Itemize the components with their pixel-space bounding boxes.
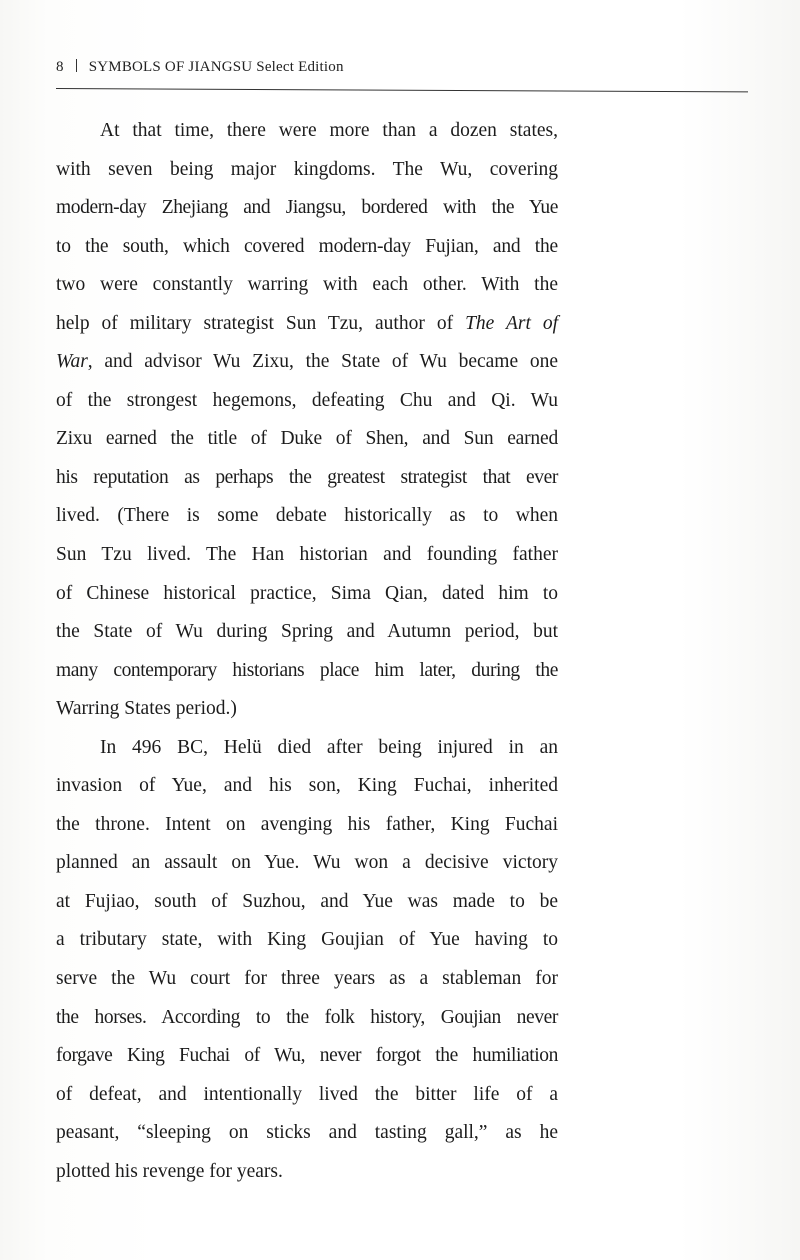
text-line: In 496 BC, Helü died after being injured in an [100,736,558,758]
text-line: planned an assault on Yue. Wu won a decisive victory [56,852,558,874]
body-text [56,112,558,1191]
text-line: a tributary state, with King Goujian of Yue having to [56,929,558,951]
text-line: the horses. According to the folk history, Goujian never [56,1006,558,1028]
text-line: of Chinese historical practice, Sima Qian, dated him to [56,582,558,604]
paragraph-1 [56,112,558,729]
running-title: SYMBOLS OF JIANGSU Select Edition [88,59,344,75]
text-line: plotted his revenge for years. [56,1160,283,1182]
text-line: peasant, “sleeping on sticks and tasting gall,” as he [56,1122,558,1144]
header-rule [56,88,748,92]
text-line: modern-day Zhejiang and Jiangsu, bordered with the Yue [56,197,558,219]
text-line: the State of Wu during Spring and Autumn period, but [56,621,558,643]
text-line: his reputation as perhaps the greatest strategist that ever [56,466,558,488]
text-line: two were constantly warring with each other. With the [56,274,558,296]
text-line [56,343,558,382]
text-line: of defeat, and intentionally lived the bitter life of a [56,1083,558,1105]
paragraph-2 [56,729,558,1192]
text-line: Warring States period.) [56,698,237,720]
text-line: Sun Tzu lived. The Han historian and founding father [56,544,558,566]
text-line: to the south, which covered modern-day Fujian, and the [56,235,558,257]
page-number: 8 [56,59,64,75]
text-line: with seven being major kingdoms. The Wu, covering [56,158,558,180]
italic-book-title: The Art of [465,312,559,334]
text-line: serve the Wu court for three years as a stableman for [56,968,558,990]
text-line: forgave King Fuchai of Wu, never forgot the humiliation [56,1045,558,1067]
text-fragment: help of military strategist Sun Tzu, author of [56,312,454,334]
text-line: at Fujiao, south of Suzhou, and Yue was made to be [56,890,558,912]
italic-book-title: War [56,351,88,373]
text-line [56,305,558,344]
text-line: of the strongest hegemons, defeating Chu and Qi. Wu [56,389,558,411]
text-fragment: , and advisor Wu Zixu, the State of Wu became one [87,351,558,373]
header-separator [76,59,77,72]
text-line: the throne. Intent on avenging his father, King Fuchai [56,813,558,835]
text-line: lived. (There is some debate historically as to when [56,505,558,527]
text-line: invasion of Yue, and his son, King Fuchai, inherited [56,775,558,797]
running-header [56,58,344,82]
text-line: At that time, there were more than a dozen states, [100,120,558,141]
text-line: many contemporary historians place him later, during the [56,659,558,681]
text-line: Zixu earned the title of Duke of Shen, and Sun earned [56,428,558,450]
